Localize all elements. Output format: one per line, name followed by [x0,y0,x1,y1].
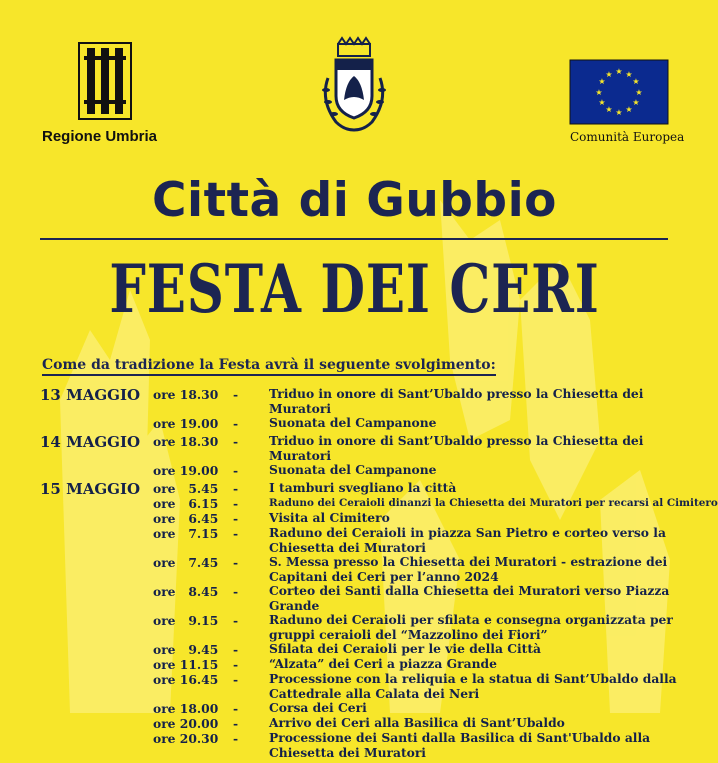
program-schedule [40,386,718,763]
city-title: Città di Gubbio [152,173,557,228]
event-description: Processione dei Santi dalla Basilica di Sant'Ubaldo alla Chiesetta dei Muratori [269,730,651,760]
event-description: Raduno dei Ceraioli in piazza San Pietro e corteo verso la Chiesetta dei Muratori [269,525,666,555]
comunita-europea-label: Comunità Europea [570,130,685,144]
schedule-event [153,387,680,416]
gubbio-coat-of-arms-icon [314,38,394,136]
event-separator: - [233,555,239,570]
schedule-event [153,657,680,672]
festival-title: FESTA DEI CERI [109,250,600,328]
schedule-event [153,584,680,613]
event-separator: - [233,701,239,716]
schedule-event [153,463,680,478]
svg-text:★: ★ [632,98,640,107]
schedule-event [153,555,680,584]
schedule-event [153,511,680,526]
day-label: 15 MAGGIO [40,480,141,498]
event-separator: - [233,481,239,496]
regione-umbria-emblem-icon [78,42,132,120]
event-time: ore 6.45 [153,511,219,526]
event-time: ore 5.45 [153,481,219,496]
event-time: ore 20.00 [153,716,219,731]
intro-text: Come da tradizione la Festa avrà il seguente svolgimento: [42,357,496,376]
event-separator: - [233,387,239,402]
event-description: Processione con la reliquia e la statua di Sant’Ubaldo dalla Cattedrale alla Calata dei Neri [269,671,677,701]
svg-text:★: ★ [625,105,633,114]
event-time: ore 7.45 [153,555,219,570]
svg-text:★: ★ [605,105,613,114]
schedule-event [153,481,680,496]
event-time: ore 9.45 [153,642,219,657]
event-separator: - [233,496,239,511]
event-separator: - [233,716,239,731]
event-description: “Alzata” dei Ceri a piazza Grande [269,656,497,671]
event-time: ore 18.00 [153,701,219,716]
event-description: I tamburi svegliano la città [269,480,457,495]
schedule-event [153,434,680,463]
schedule-event [153,701,680,716]
event-time: ore 19.00 [153,416,219,431]
event-description: Triduo in onore di Sant’Ubaldo presso la Chiesetta dei Muratori [269,433,644,463]
schedule-day [40,434,680,478]
event-description: Sfilata dei Ceraioli per le vie della Città [269,641,541,656]
schedule-event [153,731,680,760]
event-description: Arrivo dei Ceri alla Basilica di Sant’Ubaldo [269,715,565,730]
event-description: Raduno dei Ceraioli dinanzi la Chiesetta dei Muratori per recarsi al Cimitero [269,497,718,509]
day-label: 14 MAGGIO [40,433,141,451]
event-time: ore 19.00 [153,463,219,478]
event-description: Suonata del Campanone [269,462,437,477]
event-separator: - [233,526,239,541]
header-logos [0,34,709,149]
event-description: Suonata del Campanone [269,415,437,430]
schedule-event [153,496,718,511]
schedule-event [153,642,680,657]
eu-flag-icon [570,60,668,124]
event-separator: - [233,416,239,431]
schedule-event [153,416,680,431]
event-time: ore 18.30 [153,434,219,449]
event-time: ore 7.15 [153,526,219,541]
event-separator: - [233,642,239,657]
event-separator: - [233,511,239,526]
svg-text:★: ★ [598,98,606,107]
event-time: ore 20.30 [153,731,219,746]
event-time: ore 11.15 [153,657,219,672]
svg-text:★: ★ [635,88,643,97]
schedule-event [153,672,680,701]
event-description: Raduno dei Ceraioli per sfilata e consegna organizzata per gruppi ceraioli del “Mazzolino dei Fiori” [269,612,673,642]
schedule-event [153,716,680,731]
schedule-day [40,480,718,760]
schedule-event [153,526,680,555]
event-separator: - [233,731,239,746]
title-divider [40,238,668,240]
event-separator: - [233,613,239,628]
svg-text:★: ★ [605,70,613,79]
event-separator: - [233,584,239,599]
svg-text:★: ★ [615,108,623,117]
regione-umbria-label: Regione Umbria [42,128,158,145]
svg-text:★: ★ [625,70,633,79]
event-time: ore 18.30 [153,387,219,402]
schedule-event [153,613,680,642]
event-time: ore 16.45 [153,672,219,687]
event-time: ore 9.15 [153,613,219,628]
event-description: S. Messa presso la Chiesetta dei Muratori - estrazione dei Capitani dei Ceri per l’anno 2024 [269,554,668,584]
schedule-day [40,387,680,431]
day-label: 13 MAGGIO [40,386,141,404]
svg-text:★: ★ [595,88,603,97]
event-time: ore 8.45 [153,584,219,599]
event-separator: - [233,434,239,449]
event-separator: - [233,672,239,687]
event-separator: - [233,657,239,672]
event-description: Visita al Cimitero [269,510,390,525]
event-time: ore 6.15 [153,496,219,511]
event-description: Triduo in onore di Sant’Ubaldo presso la Chiesetta dei Muratori [269,386,644,416]
event-separator: - [233,463,239,478]
svg-text:★: ★ [598,77,606,86]
svg-text:★: ★ [632,77,640,86]
event-description: Corsa dei Ceri [269,700,367,715]
event-description: Corteo dei Santi dalla Chiesetta dei Muratori verso Piazza Grande [269,583,670,613]
svg-text:★: ★ [615,67,623,76]
